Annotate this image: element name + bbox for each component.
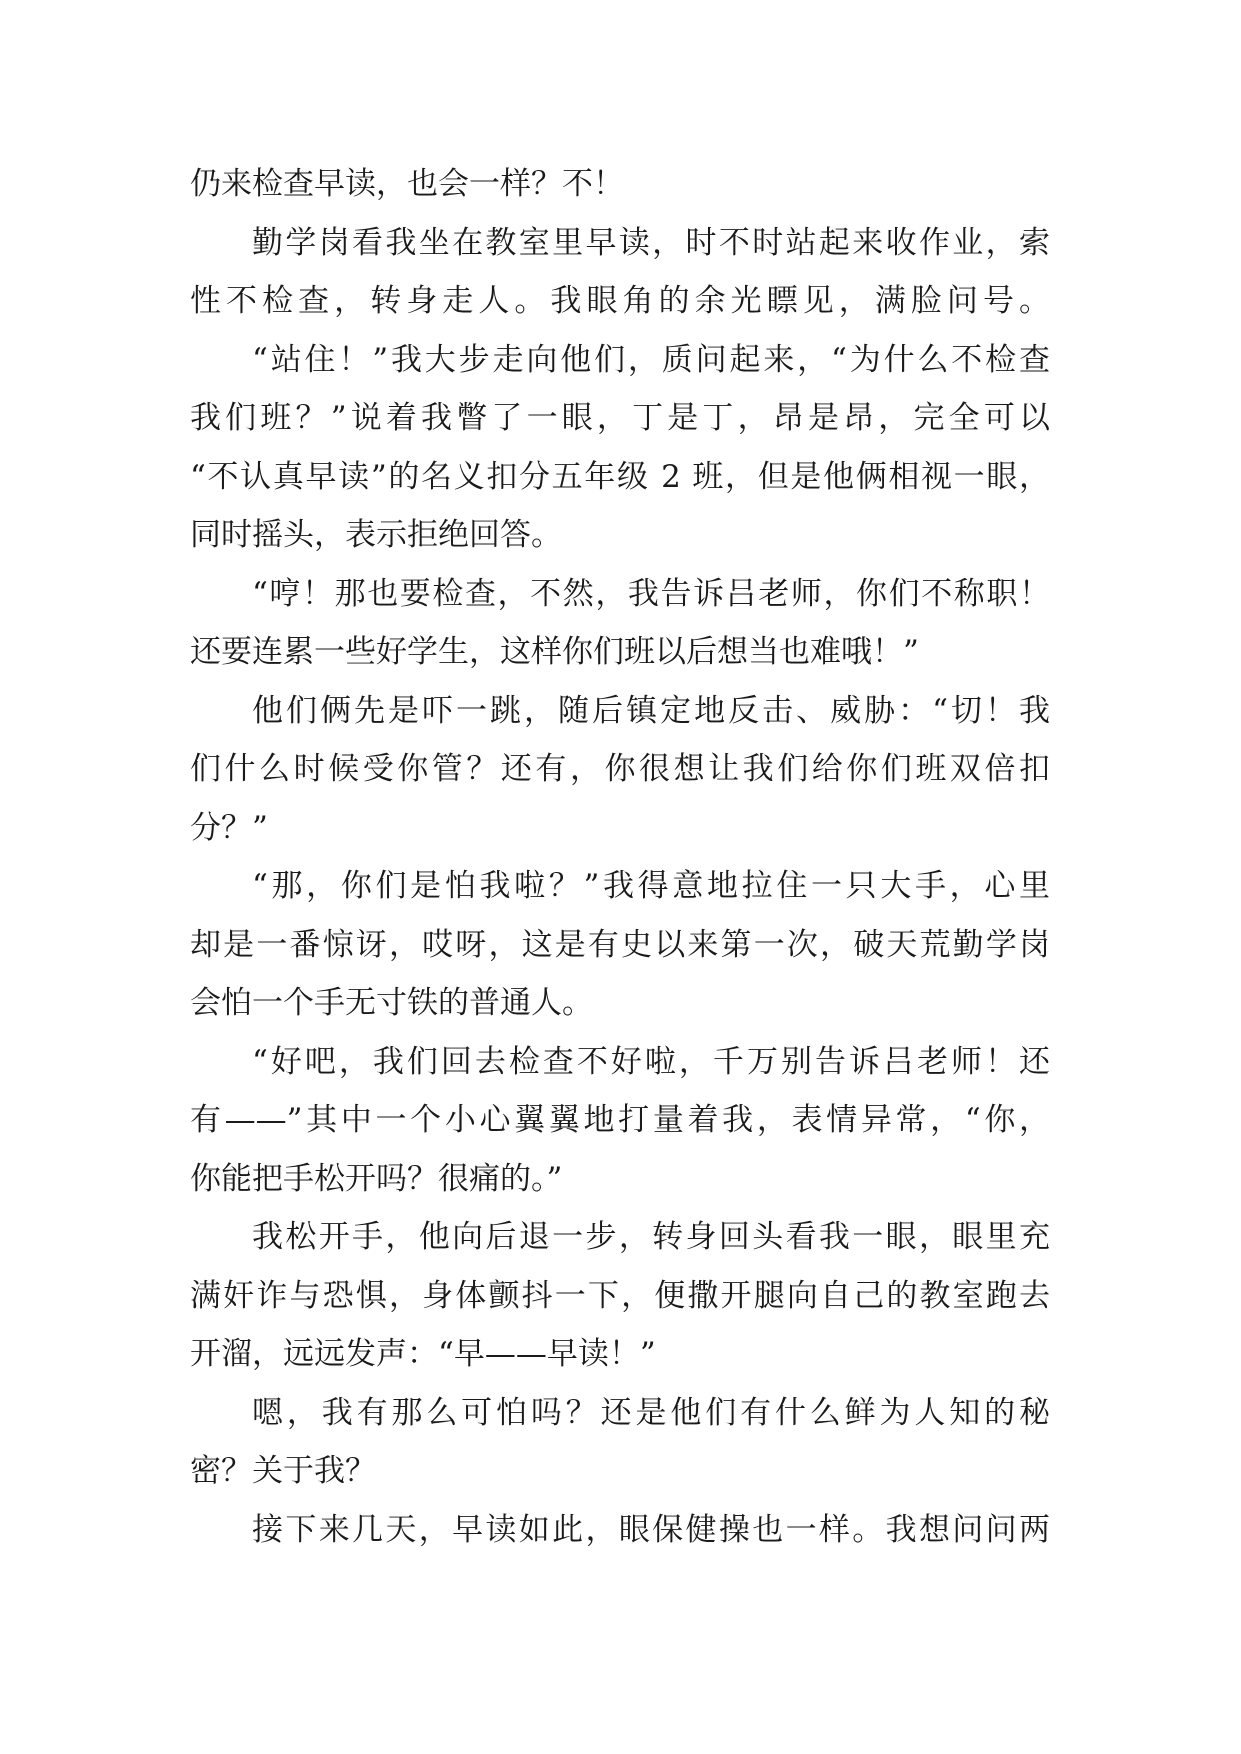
text-line: 勤学岗看我坐在教室里早读，时不时站起来收作业，索 — [252, 224, 1050, 261]
text-line: 仍来检查早读，也会一样？不！ — [190, 166, 624, 202]
text-line: 会怕一个手无寸铁的普通人。 — [190, 985, 593, 1021]
text-line: 却是一番惊讶，哎呀，这是有史以来第一次，破天荒勤学岗 — [190, 926, 1050, 963]
text-line: 接下来几天，早读如此，眼保健操也一样。我想问问两 — [252, 1511, 1050, 1548]
text-line: 你能把手松开吗？很痛的。” — [190, 1160, 563, 1197]
text-line: “好吧，我们回去检查不好啦，千万别告诉吕老师！还 — [252, 1043, 1050, 1080]
text-line: “那，你们是怕我啦？”我得意地拉住一只大手，心里 — [252, 868, 1050, 904]
text-line: 他们俩先是吓一跳，随后镇定地反击、威胁：“切！我 — [252, 692, 1050, 729]
text-line: 有——”其中一个小心翼翼地打量着我，表情异常，“你， — [190, 1102, 1050, 1138]
body-text — [190, 155, 1050, 1559]
text-line: 满奸诈与恐惧，身体颤抖一下，便撒开腿向自己的教室跑去 — [190, 1277, 1050, 1314]
text-line: “不认真早读”的名义扣分五年级 2 班，但是他俩相视一眼， — [190, 458, 1050, 495]
text-line: 分？” — [190, 809, 268, 846]
text-line: 还要连累一些好学生，这样你们班以后想当也难哦！” — [190, 634, 919, 670]
text-line: 开溜，远远发声：“早——早读！” — [190, 1336, 656, 1372]
text-line: “哼！那也要检查，不然，我告诉吕老师，你们不称职！ — [252, 575, 1050, 612]
text-line: 我松开手，他向后退一步，转身回头看我一眼，眼里充 — [252, 1219, 1050, 1255]
text-line: 们什么时候受你管？还有，你很想让我们给你们班双倍扣 — [190, 751, 1050, 787]
text-line: 我们班？”说着我瞥了一眼，丁是丁，昂是昂，完全可以 — [190, 400, 1050, 436]
text-line: 同时摇头，表示拒绝回答。 — [190, 517, 562, 553]
text-line: “站住！”我大步走向他们，质问起来，“为什么不检查 — [252, 341, 1050, 378]
text-line: 密？关于我？ — [190, 1453, 376, 1489]
text-line: 嗯，我有那么可怕吗？还是他们有什么鲜为人知的秘 — [252, 1394, 1050, 1431]
text-line: 性不检查，转身走人。我眼角的余光瞟见，满脸问号。 — [190, 283, 1050, 319]
